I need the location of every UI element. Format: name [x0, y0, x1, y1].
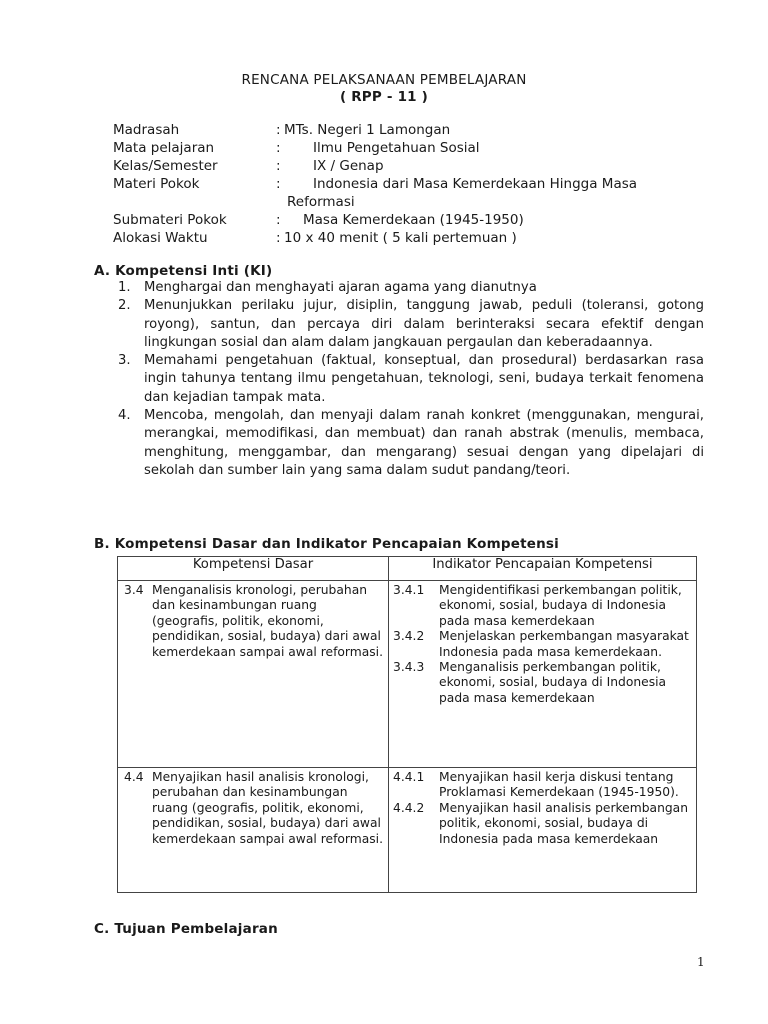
- indicator-number: 4.4.1: [393, 770, 425, 784]
- list-item: [118, 352, 704, 407]
- indicator-number: 3.4.2: [393, 629, 425, 644]
- kd-text: Menganalisis kronologi, perubahan dan kesinambungan ruang (geografis, politik, ekonomi, pendidikan, sosial, budaya) dari awal kemerdekaan sampai awal reformasi.: [152, 583, 384, 659]
- identity-label: Mata pelajaran: [113, 140, 215, 156]
- indicator-number: 3.4.1: [393, 583, 425, 597]
- identity-value: Indonesia dari Masa Kemerdekaan Hingga Masa: [313, 176, 638, 192]
- indicator-item: [393, 583, 692, 629]
- column-header-indicator: Indikator Pencapaian Kompetensi: [389, 557, 697, 581]
- list-item-text: Memahami pengetahuan (faktual, konseptual, dan prosedural) berdasarkan rasa ingin tahunya tentang ilmu pengetahuan, teknologi, seni, budaya terkait fenomena dan kejadian tampak mata.: [144, 353, 704, 405]
- table-row: [118, 581, 697, 768]
- kd-entry: [122, 583, 384, 660]
- indicator-cell: [389, 581, 697, 768]
- identity-colon: :: [276, 176, 281, 192]
- indicator-number: 4.4.2: [393, 800, 425, 815]
- column-header-kd: Kompetensi Dasar: [118, 557, 389, 581]
- section-a-heading: A. Kompetensi Inti (KI): [94, 263, 273, 279]
- kd-entry: [122, 770, 384, 847]
- indicator-text: Menganalisis perkembangan politik, ekonomi, sosial, budaya di Indonesia pada masa kemerdekaan: [439, 660, 667, 705]
- list-item-text: Mencoba, mengolah, dan menyaji dalam ranah konkret (menggunakan, mengurai, merangkai, memodifikasi, dan membuat) dan ranah abstrak (menulis, membaca, menghitung, menggambar, dan mengarang) sesuai dengan yang dipelajari di sekolah dan sumber lain yang sama dalam sudut pandang/teori.: [144, 408, 704, 478]
- identity-value: 10 x 40 menit ( 5 kali pertemuan ): [284, 230, 517, 246]
- identity-value: Ilmu Pengetahuan Sosial: [313, 140, 480, 156]
- section-c-heading: C. Tujuan Pembelajaran: [94, 921, 278, 937]
- identity-colon: :: [276, 158, 281, 174]
- indicator-number: 3.4.3: [393, 660, 425, 675]
- document-subtitle: ( RPP - 11 ): [339, 89, 429, 105]
- identity-label: Kelas/Semester: [113, 158, 218, 174]
- list-item-number: 3.: [118, 353, 131, 369]
- identity-value: Reformasi: [287, 194, 355, 210]
- indicator-text: Menjelaskan perkembangan masyarakat Indonesia pada masa kemerdekaan.: [439, 629, 689, 659]
- identity-colon: :: [276, 140, 281, 156]
- identity-value: IX / Genap: [313, 158, 384, 174]
- kd-cell: [118, 768, 389, 893]
- indicator-item: [393, 629, 692, 660]
- list-item: [118, 279, 704, 297]
- indicator-text: Mengidentifikasi perkembangan politik, ekonomi, sosial, budaya di Indonesia pada masa kemerdekaan: [439, 583, 682, 628]
- document-title: RENCANA PELAKSANAAN PEMBELAJARAN: [241, 72, 527, 88]
- list-item-text: Menunjukkan perilaku jujur, disiplin, tanggung jawab, peduli (toleransi, gotong royong), santun, dan percaya diri dalam berinteraksi secara efektif dengan lingkungan sosial dan alam dalam jangkauan pergaulan dan keberadaannya.: [144, 298, 704, 350]
- kompetensi-inti-list: [118, 279, 704, 480]
- indicator-item: [393, 801, 692, 847]
- indicator-text: Menyajikan hasil kerja diskusi tentang Proklamasi Kemerdekaan (1945-1950).: [439, 770, 679, 800]
- identity-colon: :: [276, 230, 281, 246]
- kd-number: 4.4: [124, 770, 144, 784]
- identity-colon: :: [276, 212, 281, 228]
- page-number: 1: [697, 955, 705, 969]
- identity-label: Madrasah: [113, 122, 180, 138]
- list-item-number: 1.: [118, 280, 131, 295]
- indicator-cell: [389, 768, 697, 893]
- identity-colon: :: [276, 122, 281, 138]
- indicator-item: [393, 660, 692, 706]
- list-item-text: Menghargai dan menghayati ajaran agama yang dianutnya: [144, 280, 537, 295]
- list-item: [118, 297, 704, 352]
- identity-label: Materi Pokok: [113, 176, 200, 192]
- list-item-number: 2.: [118, 298, 131, 314]
- indicator-item: [393, 770, 692, 801]
- kd-number: 3.4: [124, 583, 144, 597]
- table-header-row: [118, 557, 697, 581]
- list-item: [118, 407, 704, 480]
- identity-value: MTs. Negeri 1 Lamongan: [284, 122, 451, 138]
- kd-text: Menyajikan hasil analisis kronologi, perubahan dan kesinambungan ruang (geografis, politik, ekonomi, pendidikan, sosial, budaya) dari awal kemerdekaan sampai awal reformasi.: [152, 770, 384, 846]
- kd-cell: [118, 581, 389, 768]
- list-item-number: 4.: [118, 408, 131, 424]
- identity-value: Masa Kemerdekaan (1945-1950): [303, 212, 524, 228]
- table-row: [118, 768, 697, 893]
- indicator-text: Menyajikan hasil analisis perkembangan politik, ekonomi, sosial, budaya di Indonesia pada masa kemerdekaan: [439, 800, 688, 846]
- identity-label: Alokasi Waktu: [113, 230, 208, 246]
- identity-label: Submateri Pokok: [113, 212, 227, 228]
- competency-table: [117, 556, 697, 893]
- section-b-heading: B. Kompetensi Dasar dan Indikator Pencapaian Kompetensi: [94, 536, 559, 552]
